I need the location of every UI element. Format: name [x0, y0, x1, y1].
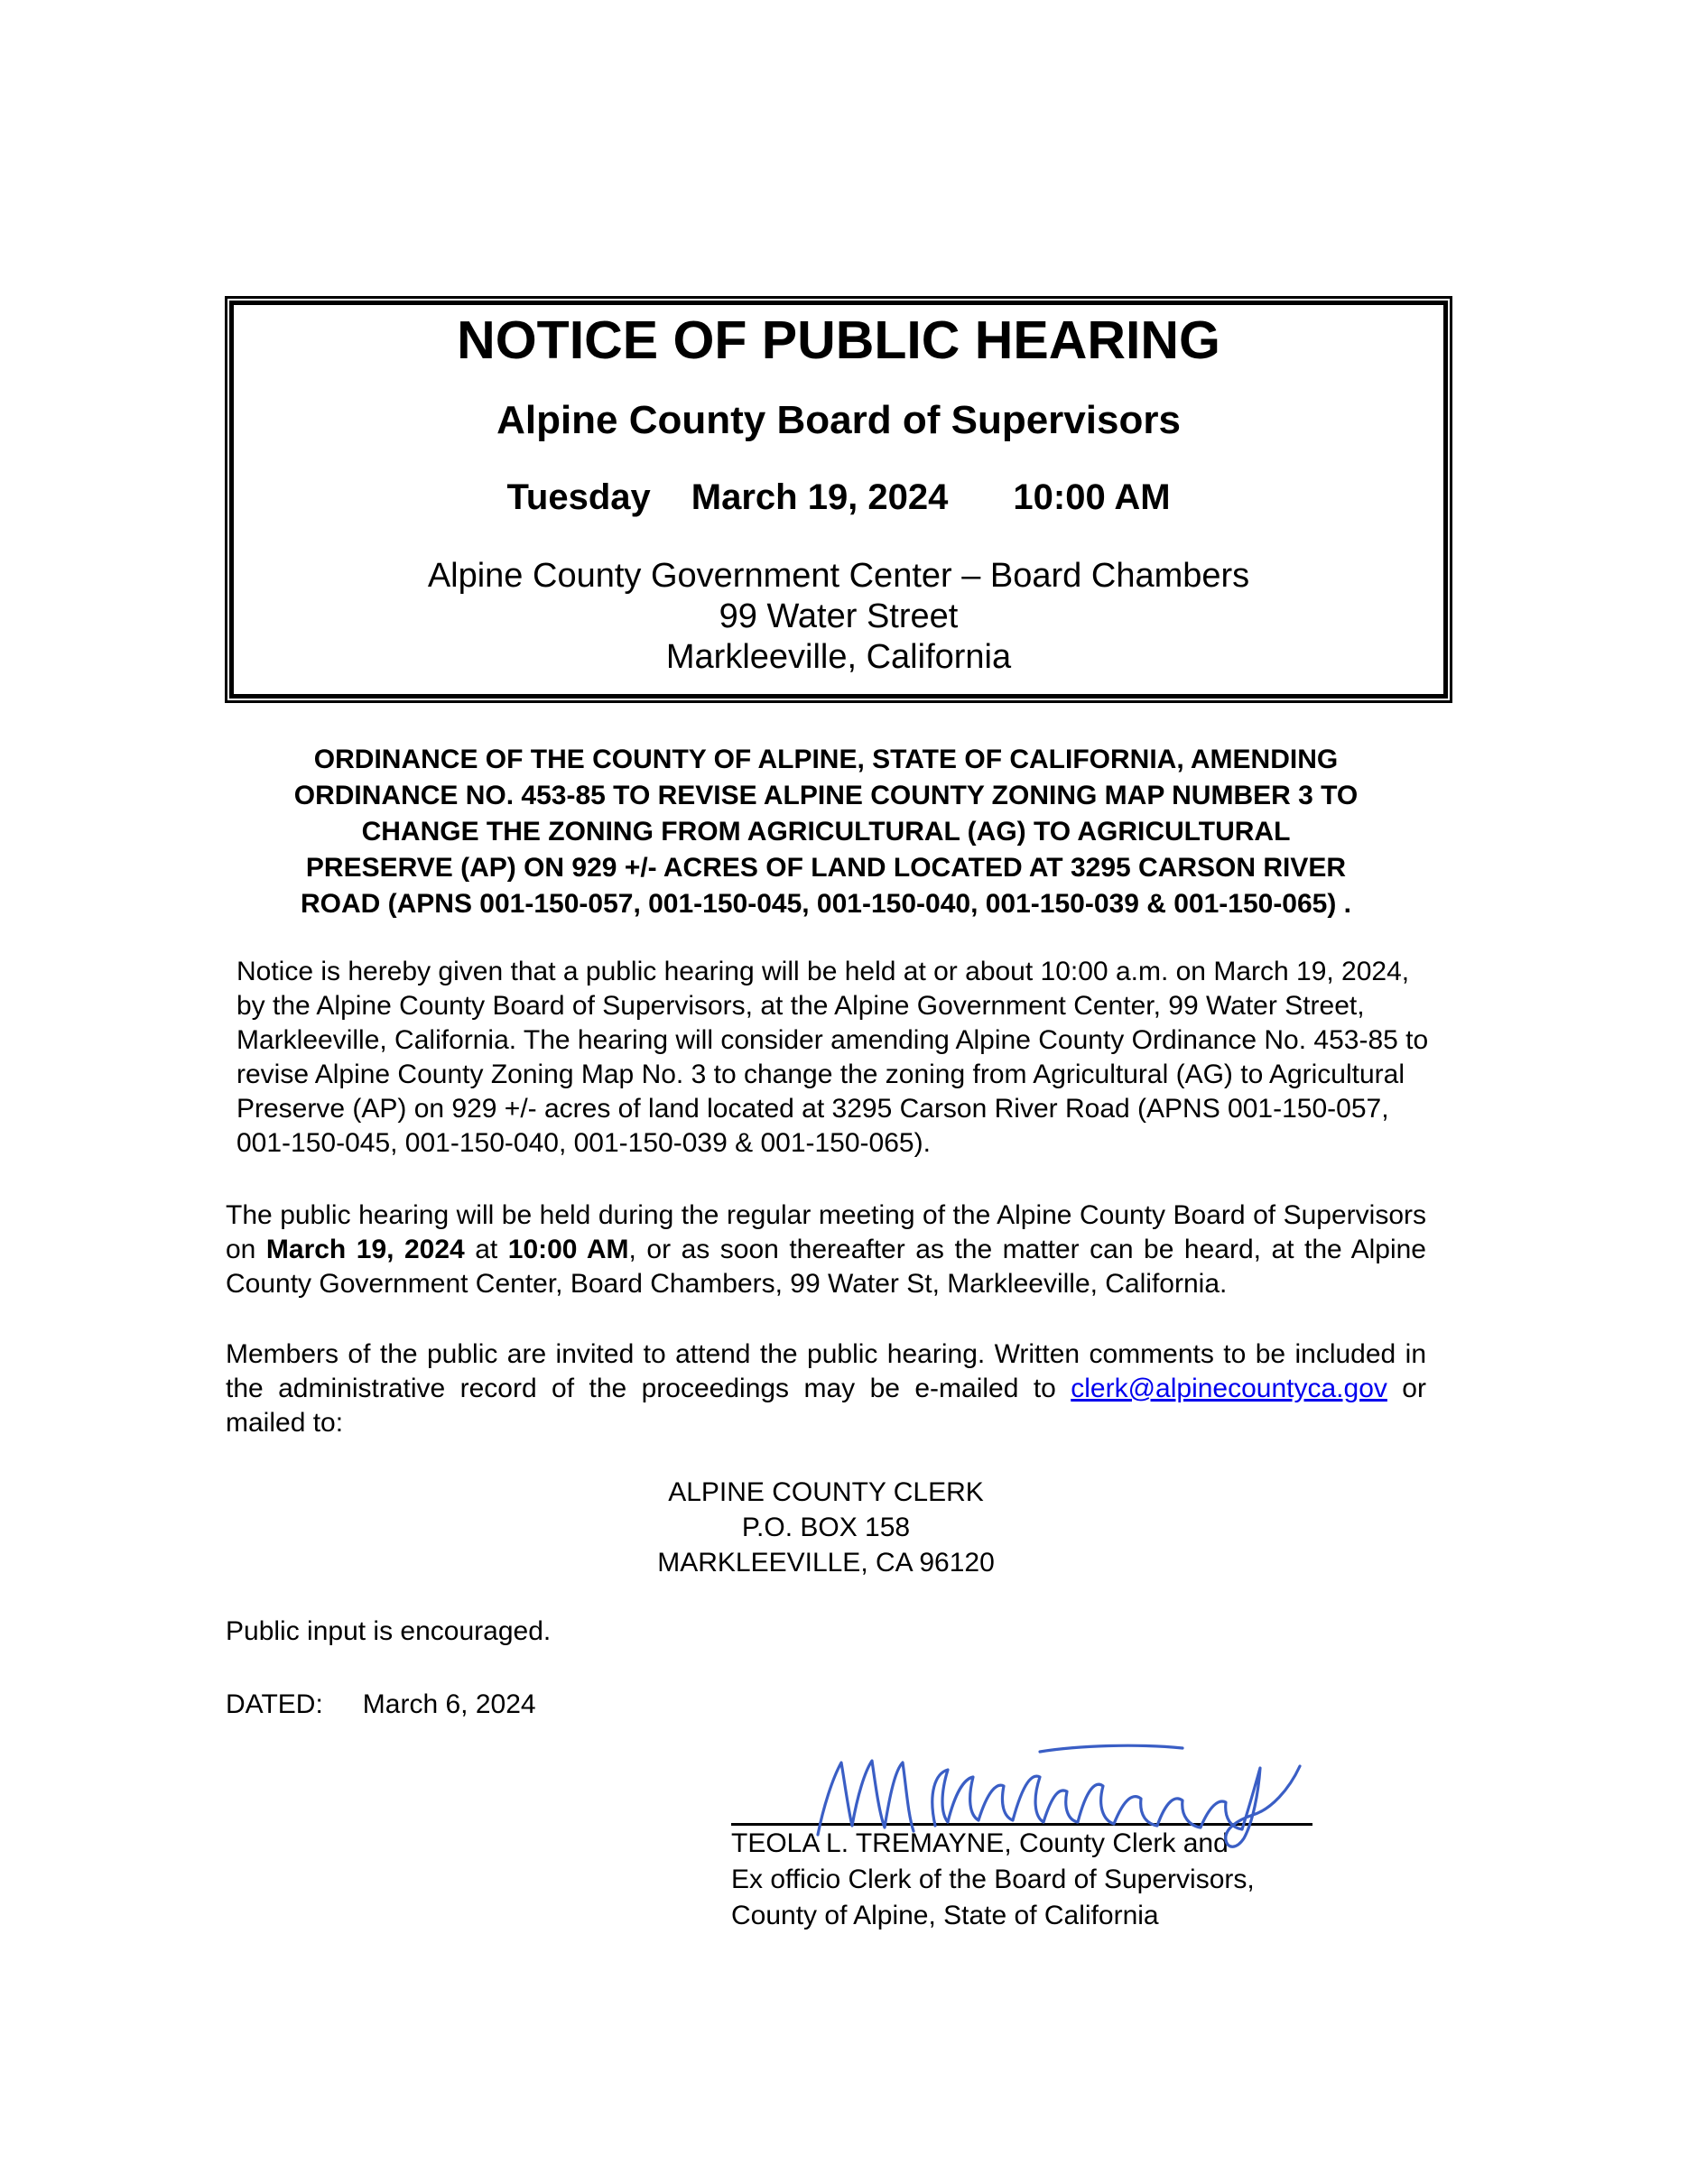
- hearing-bold-time: 10:00 AM: [507, 1235, 629, 1264]
- mailing-address-block: [226, 1475, 1426, 1580]
- meeting-date: March 19, 2024: [691, 477, 949, 517]
- hearing-paragraph: [226, 1198, 1426, 1301]
- meeting-day: Tuesday: [506, 477, 651, 517]
- ordinance-line-4: PRESERVE (AP) ON 929 +/- ACRES OF LAND LOCATED AT 3295 CARSON RIVER: [305, 853, 1347, 883]
- mailing-line-clerk: ALPINE COUNTY CLERK: [668, 1477, 984, 1507]
- clerk-email-link[interactable]: clerk@alpinecountyca.gov: [1071, 1374, 1387, 1403]
- comments-text-2: or mailed to:: [226, 1374, 1426, 1438]
- dated-line: [226, 1688, 1688, 1722]
- venue-line-street: 99 Water Street: [719, 597, 959, 635]
- signature-block: [731, 1823, 1312, 1934]
- dated-label: DATED:: [226, 1689, 323, 1719]
- meeting-time: 10:00 AM: [1013, 477, 1171, 517]
- board-subtitle: Alpine County Board of Supervisors: [496, 398, 1181, 442]
- hearing-text-1: The public hearing will be held during the regular meeting of the Alpine County Board of Supervisors on: [226, 1200, 1426, 1264]
- ordinance-heading: [226, 742, 1426, 922]
- public-input-line: Public input is encouraged.: [226, 1616, 552, 1646]
- page-title: NOTICE OF PUBLIC HEARING: [457, 310, 1220, 370]
- ordinance-line-3: CHANGE THE ZONING FROM AGRICULTURAL (AG) TO AGRICULTURAL: [361, 817, 1291, 847]
- hearing-text-2: at: [464, 1235, 508, 1264]
- hearing-bold-date: March 19, 2024: [265, 1235, 465, 1264]
- ordinance-line-2: ORDINANCE NO. 453-85 TO REVISE ALPINE COUNTY ZONING MAP NUMBER 3 TO: [293, 781, 1359, 810]
- dated-date: March 6, 2024: [362, 1689, 536, 1719]
- notice-header-box-inner: [229, 301, 1448, 699]
- signer-title-line: Ex officio Clerk of the Board of Supervisors,: [731, 1865, 1255, 1894]
- signer-jurisdiction-line: County of Alpine, State of California: [731, 1901, 1159, 1930]
- meeting-datetime-line: [252, 477, 1425, 518]
- notice-header-box: [225, 296, 1452, 703]
- ordinance-line-1: ORDINANCE OF THE COUNTY OF ALPINE, STATE OF CALIFORNIA, AMENDING: [313, 745, 1339, 774]
- venue-line-city: Markleeville, California: [665, 638, 1012, 676]
- venue-line-building: Alpine County Government Center – Board Chambers: [427, 557, 1250, 595]
- mailing-line-pobox: P.O. BOX 158: [741, 1513, 911, 1542]
- comments-text-1: Members of the public are invited to attend the public hearing. Written comments to be included in the administrative record of the proceedings may be e-mailed to: [226, 1339, 1426, 1403]
- comments-paragraph: [226, 1337, 1426, 1440]
- ordinance-line-5: ROAD (APNS 001-150-057, 001-150-045, 001-150-040, 001-150-039 & 001-150-065) .: [300, 889, 1352, 919]
- venue-address: [252, 556, 1425, 678]
- mailing-line-city: MARKLEEVILLE, CA 96120: [657, 1548, 995, 1578]
- notice-paragraph: Notice is hereby given that a public hearing will be held at or about 10:00 a.m. on March 19, 2024, by the Alpine County Board of Supervisors, at the Alpine Government Center, 99 Water Street, Markleeville, California. The hearing will consider amending Alpine County Ordinance No. 453-85 to revise Alpine County Zoning Map No. 3 to change the zoning from Agricultural (AG) to Agricultural Preserve (AP) on 929 +/- acres of land located at 3295 Carson River Road (APNS 001-150-057, 001-150-045, 001-150-040, 001-150-039 & 001-150-065).: [237, 957, 1429, 1158]
- hearing-text-3: , or as soon thereafter as the matter can be heard, at the Alpine County Government Center, Board Chambers, 99 Water St, Markleeville, California.: [226, 1235, 1426, 1299]
- signer-name-line: TEOLA L. TREMAYNE, County Clerk and: [731, 1828, 1229, 1858]
